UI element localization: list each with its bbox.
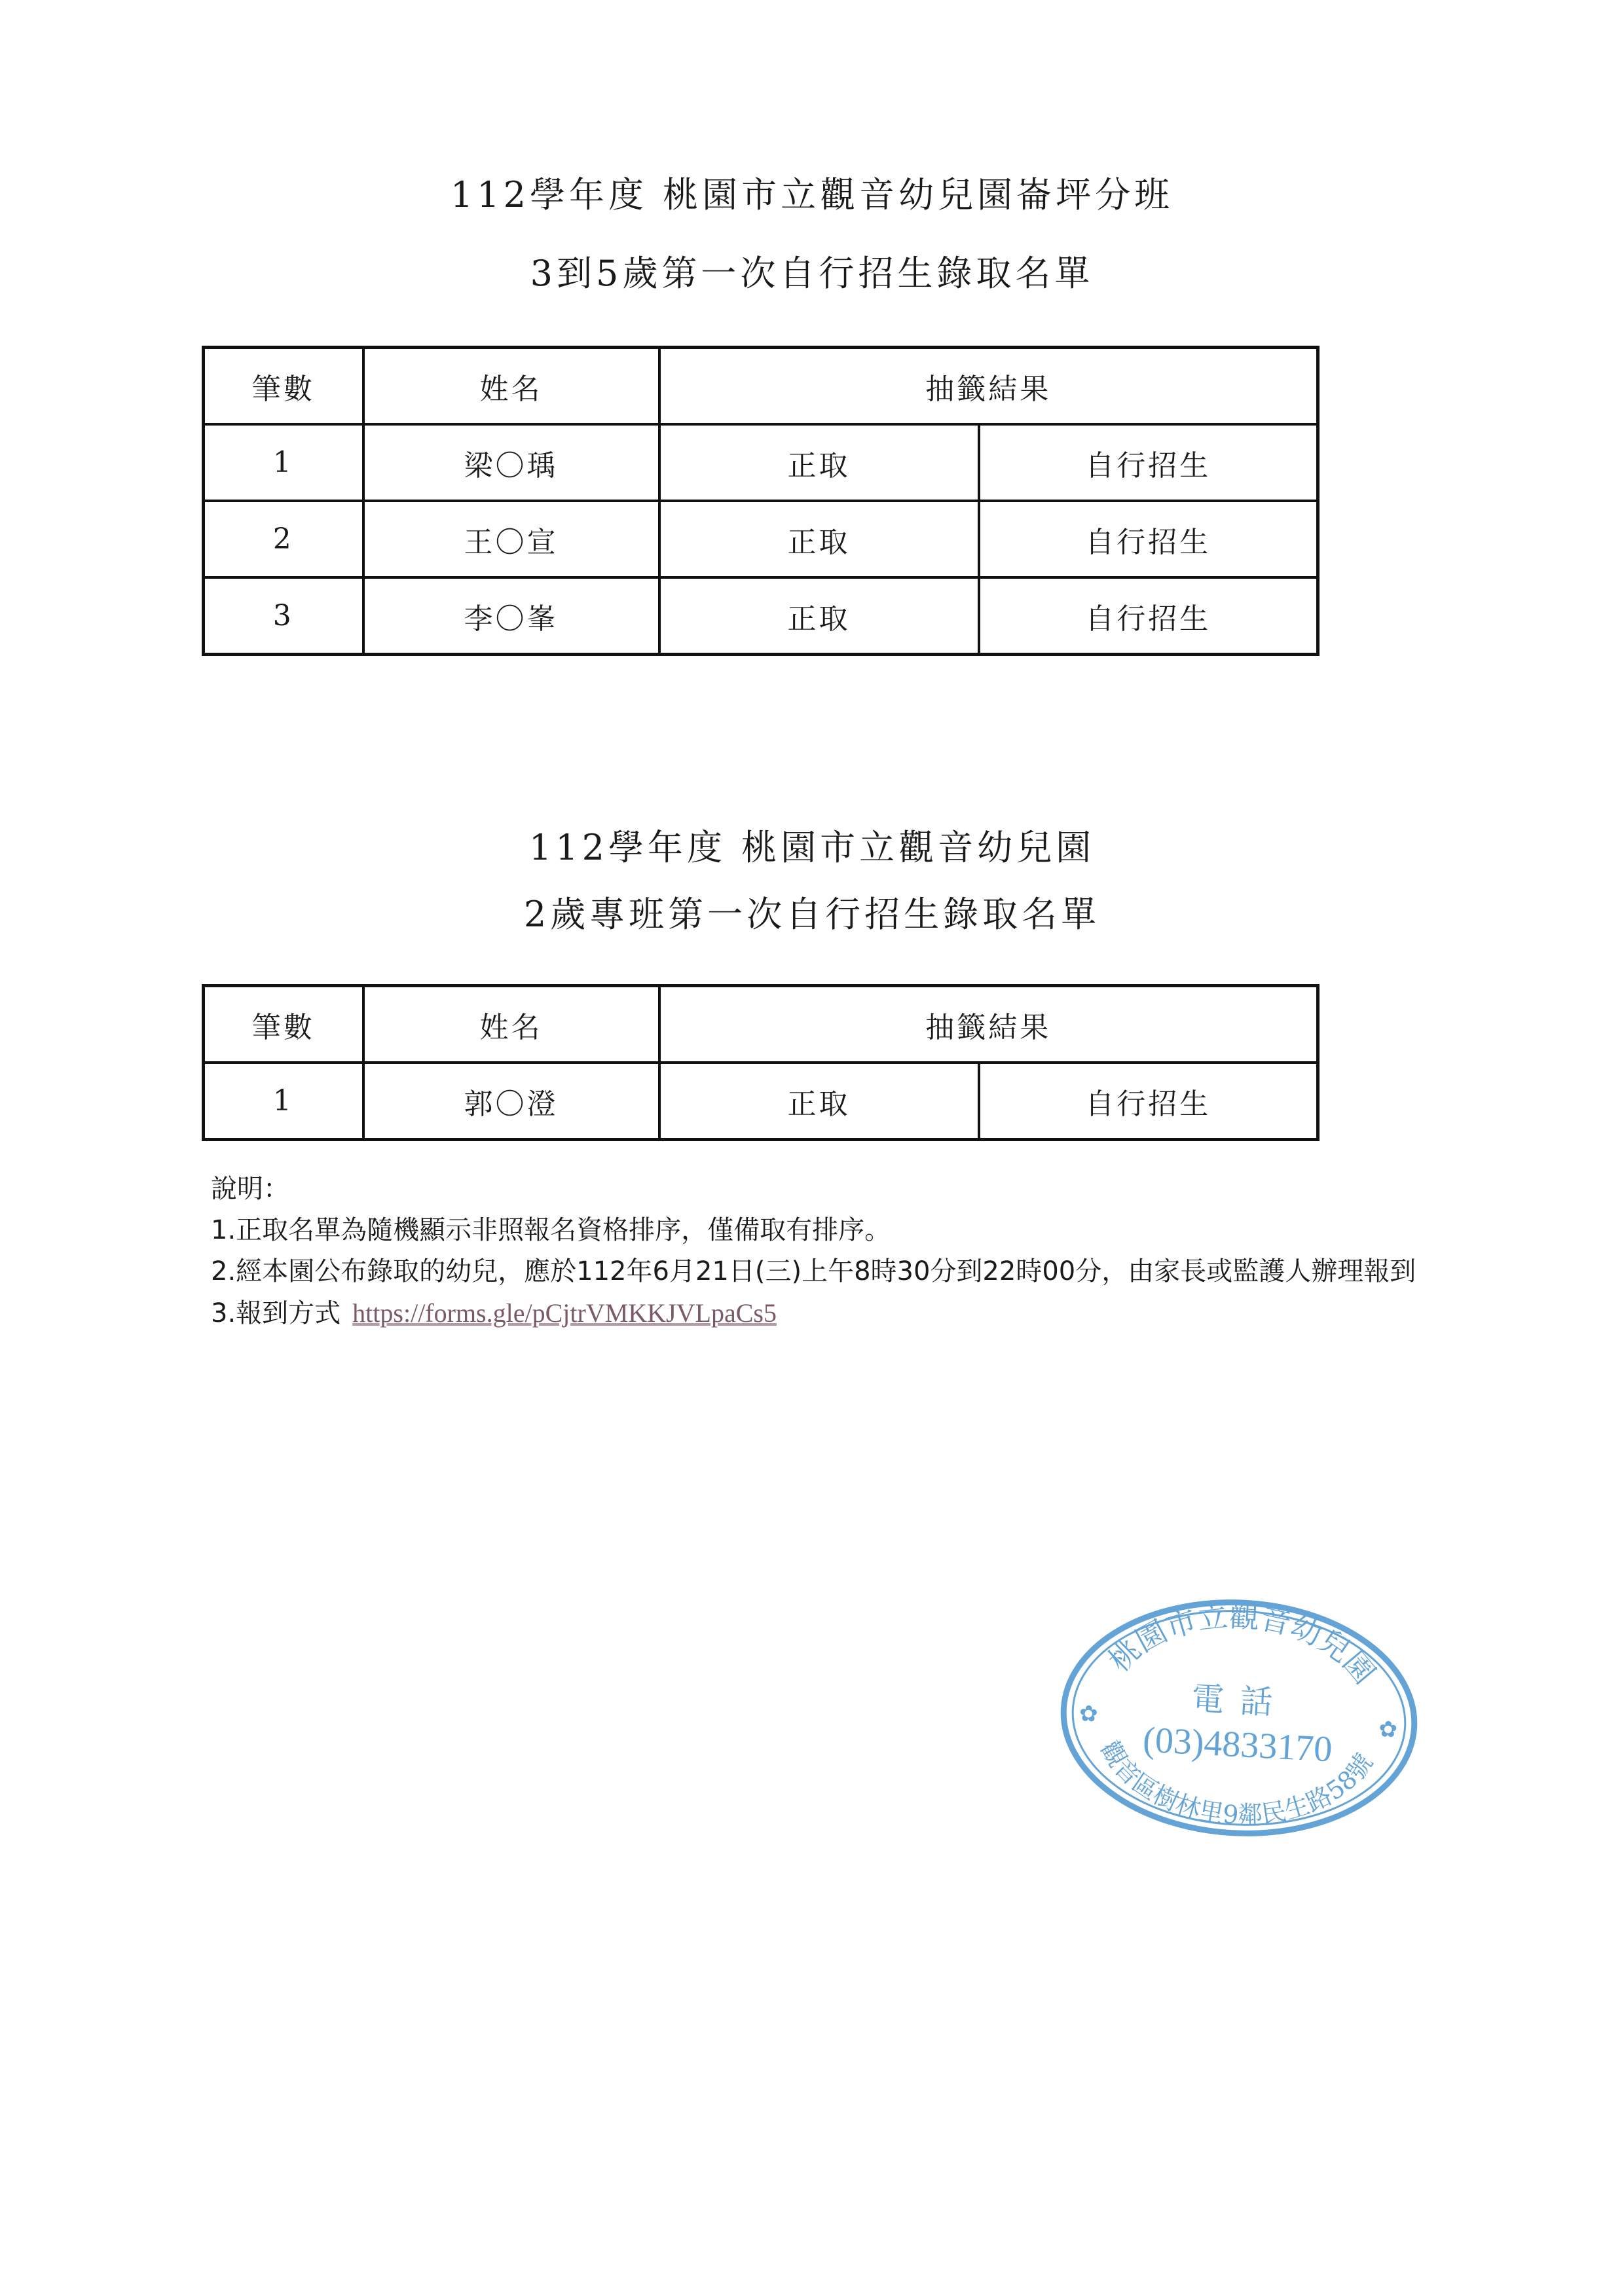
row-type: 自行招生: [979, 577, 1318, 655]
row-status: 正取: [659, 577, 979, 655]
table-row: [204, 424, 1318, 501]
section2-title-line2: 2歲專班第一次自行招生錄取名單: [523, 894, 1101, 935]
table-row: [204, 501, 1318, 577]
table-row: [204, 577, 1318, 655]
stamp-top-text: 桃園市立觀音幼兒園: [1101, 1598, 1382, 1691]
row-status: 正取: [659, 501, 979, 577]
row-number: 3: [204, 577, 363, 655]
header-count: 筆數: [204, 348, 363, 425]
registration-link[interactable]: https://forms.gle/pCjtrVMKKJVLpaCs5: [352, 1298, 777, 1328]
notes-section: [211, 1169, 1416, 1334]
admission-table-3-5: [202, 346, 1320, 656]
note-item-2: 2.經本園公布錄取的幼兒，應於112年6月21日(三)上午8時30分到22時00分，由家長或監護人辦理報到: [211, 1256, 1416, 1286]
row-name: 郭〇澄: [363, 1063, 659, 1140]
note-item-1: 1.正取名單為隨機顯示非照報名資格排序，僅備取有排序。: [211, 1215, 891, 1245]
row-status: 正取: [659, 424, 979, 501]
header-name: 姓名: [363, 348, 659, 425]
row-number: 2: [204, 501, 363, 577]
stamp-graphic: [1049, 1585, 1428, 1851]
table-header-row: [204, 348, 1318, 425]
row-number: 1: [204, 1063, 363, 1140]
admission-table-2yo: [202, 984, 1320, 1141]
header-count: 筆數: [204, 986, 363, 1063]
section1-title-line1: 112學年度 桃園市立觀音幼兒園崙坪分班: [450, 174, 1174, 215]
stamp-phone-text: (03)4833170: [1141, 1719, 1333, 1770]
row-status: 正取: [659, 1063, 979, 1140]
row-number: 1: [204, 424, 363, 501]
notes-heading: 說明：: [211, 1174, 289, 1204]
stamp-flower-icon-right: ✿: [1378, 1716, 1398, 1743]
header-result: 抽籤結果: [659, 348, 1318, 425]
stamp-middle-text: 電話: [1190, 1679, 1289, 1722]
row-name: 梁〇瑀: [363, 424, 659, 501]
header-result: 抽籤結果: [659, 986, 1318, 1063]
note-item-3: [211, 1292, 1416, 1334]
table-row: [204, 1063, 1318, 1140]
row-type: 自行招生: [979, 501, 1318, 577]
row-type: 自行招生: [979, 1063, 1318, 1140]
stamp-flower-icon-left: ✿: [1078, 1700, 1099, 1728]
school-stamp: [1049, 1585, 1428, 1851]
header-name: 姓名: [363, 986, 659, 1063]
row-name: 王〇宣: [363, 501, 659, 577]
row-type: 自行招生: [979, 424, 1318, 501]
note-item-3-prefix: 3.報到方式: [211, 1298, 341, 1328]
section2-title-line1: 112學年度 桃園市立觀音幼兒園: [528, 827, 1096, 868]
section1-title-line2: 3到5歲第一次自行招生錄取名單: [530, 253, 1094, 294]
table-header-row: [204, 986, 1318, 1063]
stamp-bottom-text: 觀音區樹林里9鄰民生路58號: [1095, 1736, 1379, 1830]
row-name: 李〇峯: [363, 577, 659, 655]
